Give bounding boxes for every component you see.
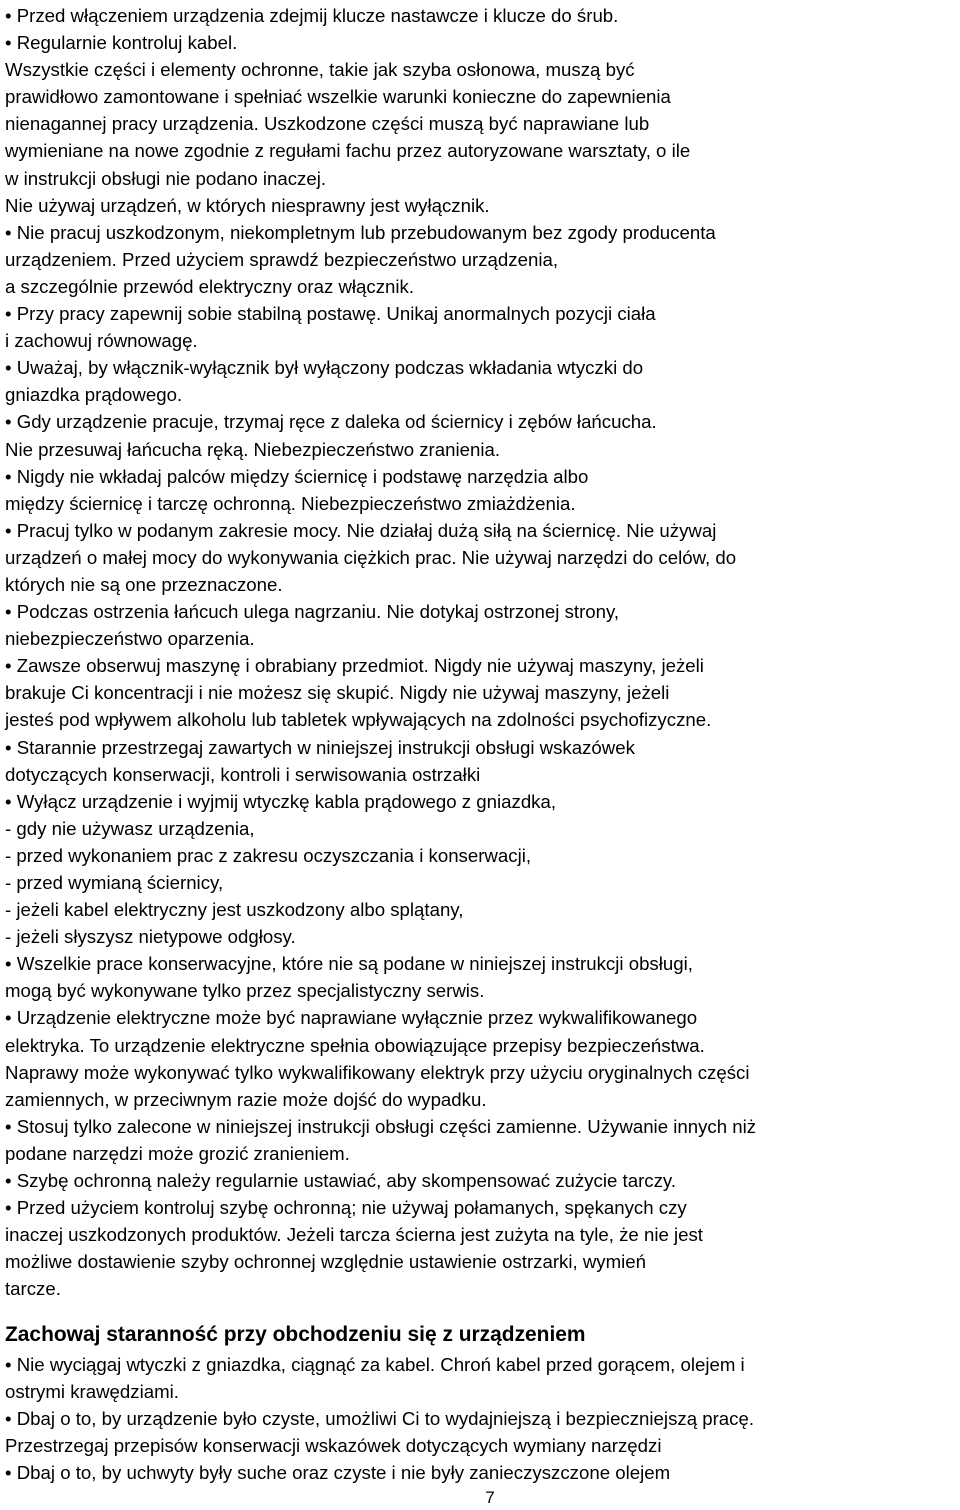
- text-line: • Nie pracuj uszkodzonym, niekompletnym lub przebudowanym bez zgody producenta: [5, 221, 716, 243]
- text-line: • Uważaj, by włącznik-wyłącznik był wyłączony podczas wkładania wtyczki do: [5, 357, 644, 379]
- text-line: • Wszelkie prace konserwacyjne, które nie są podane w niniejszej instrukcji obsługi,: [5, 953, 693, 975]
- section-body: [5, 1351, 958, 1486]
- text-line: podane narzędzi może grozić zranieniem.: [5, 1142, 350, 1164]
- text-line: - przed wymianą ściernicy,: [5, 872, 224, 893]
- text-line: • Pracuj tylko w podanym zakresie mocy. Nie działaj dużą siłą na ściernicę. Nie używaj: [5, 519, 717, 541]
- text-line: • Nigdy nie wkładaj palców między ściernicę i podstawę narzędzia albo: [5, 465, 589, 487]
- section-heading: Zachowaj staranność przy obchodzeniu się z urządzeniem: [5, 1322, 586, 1346]
- text-line: • Urządzenie elektryczne może być naprawiane wyłącznie przez wykwalifikowanego: [5, 1007, 698, 1029]
- text-line: jesteś pod wpływem alkoholu lub tabletek wpływających na zdolności psychofizyczne.: [5, 709, 712, 731]
- text-line: nienagannej pracy urządzenia. Uszkodzone części muszą być naprawiane lub: [5, 113, 650, 135]
- text-line: • Dbaj o to, by urządzenie było czyste, umożliwi Ci to wydajniejszą i bezpieczniejszą pracę.: [5, 1407, 755, 1429]
- text-line: • Gdy urządzenie pracuje, trzymaj ręce z daleka od ściernicy i zębów łańcucha.: [5, 411, 657, 433]
- text-line: możliwe dostawienie szyby ochronnej względnie ustawienie ostrzarki, wymień: [5, 1251, 647, 1273]
- text-line: inaczej uszkodzonych produktów. Jeżeli tarcza ścierna jest zużyta na tyle, że nie jest: [5, 1224, 703, 1246]
- text-line: których nie są one przeznaczone.: [5, 573, 283, 595]
- text-line: Nie używaj urządzeń, w których niesprawny jest wyłącznik.: [5, 194, 490, 216]
- text-line: • Zawsze obserwuj maszynę i obrabiany przedmiot. Nigdy nie używaj maszyny, jeżeli: [5, 655, 704, 677]
- text-line: • Stosuj tylko zalecone w niniejszej instrukcji obsługi części zamienne. Używanie innych niż: [5, 1115, 757, 1137]
- text-line: • Regularnie kontroluj kabel.: [5, 32, 238, 54]
- text-line: • Wyłącz urządzenie i wyjmij wtyczkę kabla prądowego z gniazdka,: [5, 790, 557, 812]
- text-line: elektryka. To urządzenie elektryczne spełnia obowiązujące przepisy bezpieczeństwa.: [5, 1034, 705, 1056]
- text-line: tarcze.: [5, 1278, 61, 1300]
- text-line: prawidłowo zamontowane i spełniać wszelkie warunki konieczne do zapewnienia: [5, 86, 671, 108]
- text-line: gniazdka prądowego.: [5, 384, 183, 406]
- text-line: Naprawy może wykonywać tylko wykwalifikowany elektryk przy użyciu oryginalnych części: [5, 1061, 750, 1083]
- text-line: Wszystkie części i elementy ochronne, takie jak szyba osłonowa, muszą być: [5, 59, 635, 81]
- text-line: urządzeniem. Przed użyciem sprawdź bezpieczeństwo urządzenia,: [5, 248, 559, 270]
- text-line: Nie przesuwaj łańcucha ręką. Niebezpieczeństwo zranienia.: [5, 438, 501, 460]
- text-line: dotyczących konserwacji, kontroli i serwisowania ostrzałki: [5, 763, 481, 785]
- text-line: • Szybę ochronną należy regularnie ustawiać, aby skompensować zużycie tarczy.: [5, 1170, 677, 1192]
- text-line: a szczególnie przewód elektryczny oraz włącznik.: [5, 275, 415, 297]
- text-line: • Dbaj o to, by uchwyty były suche oraz czyste i nie były zanieczyszczone olejem: [5, 1461, 671, 1483]
- text-line: i zachowuj równowagę.: [5, 330, 198, 352]
- text-line: - jeżeli słyszysz nietypowe odgłosy.: [5, 926, 296, 948]
- text-line: • Nie wyciągaj wtyczki z gniazdka, ciągnąć za kabel. Chroń kabel przed gorącem, olejem i: [5, 1353, 745, 1375]
- text-line: • Przed użyciem kontroluj szybę ochronną; nie używaj połamanych, spękanych czy: [5, 1197, 687, 1219]
- text-line: • Przed włączeniem urządzenia zdejmij klucze nastawcze i klucze do śrub.: [5, 5, 619, 26]
- text-line: - gdy nie używasz urządzenia,: [5, 817, 255, 839]
- text-line: • Starannie przestrzegaj zawartych w niniejszej instrukcji obsługi wskazówek: [5, 736, 635, 758]
- page-number: 7: [485, 1488, 495, 1507]
- text-line: w instrukcji obsługi nie podano inaczej.: [5, 167, 327, 189]
- text-line: • Przy pracy zapewnij sobie stabilną postawę. Unikaj anormalnych pozycji ciała: [5, 303, 656, 325]
- text-line: wymieniane na nowe zgodnie z regułami fachu przez autoryzowane warsztaty, o ile: [5, 140, 691, 162]
- text-line: zamiennych, w przeciwnym razie może dojść do wypadku.: [5, 1088, 487, 1110]
- content-column: [5, 2, 958, 1486]
- text-line: - przed wykonaniem prac z zakresu oczyszczania i konserwacji,: [5, 844, 532, 866]
- text-line: mogą być wykonywane tylko przez specjalistyczny serwis.: [5, 980, 485, 1002]
- text-line: • Podczas ostrzenia łańcuch ulega nagrzaniu. Nie dotykaj ostrzonej strony,: [5, 601, 620, 623]
- text-line: ostrymi krawędziami.: [5, 1380, 179, 1402]
- text-line: między ściernicę i tarczę ochronną. Niebezpieczeństwo zmiażdżenia.: [5, 492, 576, 514]
- section-spacer: [5, 1303, 958, 1313]
- text-line: urządzeń o małej mocy do wykonywania ciężkich prac. Nie używaj narzędzi do celów, do: [5, 546, 737, 568]
- safety-instructions-body: [5, 2, 958, 1303]
- text-line: brakuje Ci koncentracji i nie możesz się skupić. Nigdy nie używaj maszyny, jeżeli: [5, 682, 670, 704]
- text-line: niebezpieczeństwo oparzenia.: [5, 628, 255, 650]
- text-line: - jeżeli kabel elektryczny jest uszkodzony albo splątany,: [5, 899, 464, 921]
- text-line: Przestrzegaj przepisów konserwacji wskazówek dotyczących wymiany narzędzi: [5, 1434, 662, 1456]
